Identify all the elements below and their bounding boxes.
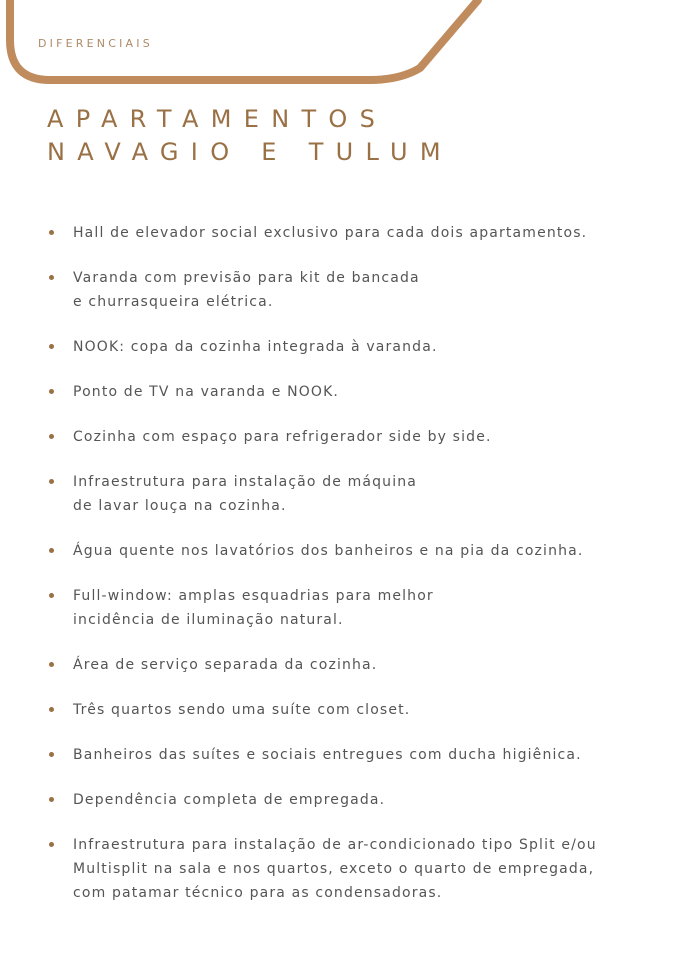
bullet-icon <box>49 344 54 349</box>
feature-text: Banheiros das suítes e sociais entregues com ducha higiênica. <box>73 747 582 763</box>
feature-text: Ponto de TV na varanda e NOOK. <box>73 384 340 400</box>
list-item <box>47 266 687 314</box>
feature-text: NOOK: copa da cozinha integrada à varanda. <box>73 339 438 355</box>
list-item <box>47 470 687 518</box>
list-item <box>47 335 687 359</box>
bullet-icon <box>49 389 54 394</box>
bullet-icon <box>49 434 54 439</box>
feature-text: Infraestrutura para instalação de ar-condicionado tipo Split e/ou Multisplit na sala e nos quartos, exceto o quarto de empregada, com patamar técnico para as condensadoras. <box>73 837 597 901</box>
page-title <box>47 103 453 169</box>
bullet-icon <box>49 275 54 280</box>
feature-text: Infraestrutura para instalação de máquina de lavar louça na cozinha. <box>73 474 417 514</box>
page-title-line-1: APARTAMENTOS <box>47 105 388 133</box>
list-item <box>47 653 687 677</box>
bullet-icon <box>49 842 54 847</box>
bullet-icon <box>49 707 54 712</box>
decorative-frame-line <box>0 0 700 100</box>
list-item <box>47 380 687 404</box>
list-item <box>47 584 687 632</box>
bullet-icon <box>49 548 54 553</box>
bullet-icon <box>49 752 54 757</box>
bullet-icon <box>49 797 54 802</box>
section-label: DIFERENCIAIS <box>38 37 153 50</box>
bullet-icon <box>49 662 54 667</box>
list-item <box>47 788 687 812</box>
bullet-icon <box>49 593 54 598</box>
bullet-icon <box>49 479 54 484</box>
feature-text: Hall de elevador social exclusivo para cada dois apartamentos. <box>73 225 588 241</box>
list-item <box>47 833 687 905</box>
list-item <box>47 425 687 449</box>
list-item <box>47 539 687 563</box>
feature-text: Cozinha com espaço para refrigerador side by side. <box>73 429 492 445</box>
feature-text: Água quente nos lavatórios dos banheiros e na pia da cozinha. <box>73 543 584 559</box>
list-item <box>47 221 687 245</box>
feature-text: Varanda com previsão para kit de bancada e churrasqueira elétrica. <box>73 270 420 310</box>
feature-text: Três quartos sendo uma suíte com closet. <box>73 702 411 718</box>
page-title-line-2: NAVAGIO E TULUM <box>47 138 453 166</box>
list-item <box>47 698 687 722</box>
feature-text: Dependência completa de empregada. <box>73 792 386 808</box>
list-item <box>47 743 687 767</box>
bullet-icon <box>49 230 54 235</box>
feature-text: Área de serviço separada da cozinha. <box>73 657 378 673</box>
feature-text: Full-window: amplas esquadrias para melhor incidência de iluminação natural. <box>73 588 434 628</box>
feature-list <box>47 221 687 905</box>
